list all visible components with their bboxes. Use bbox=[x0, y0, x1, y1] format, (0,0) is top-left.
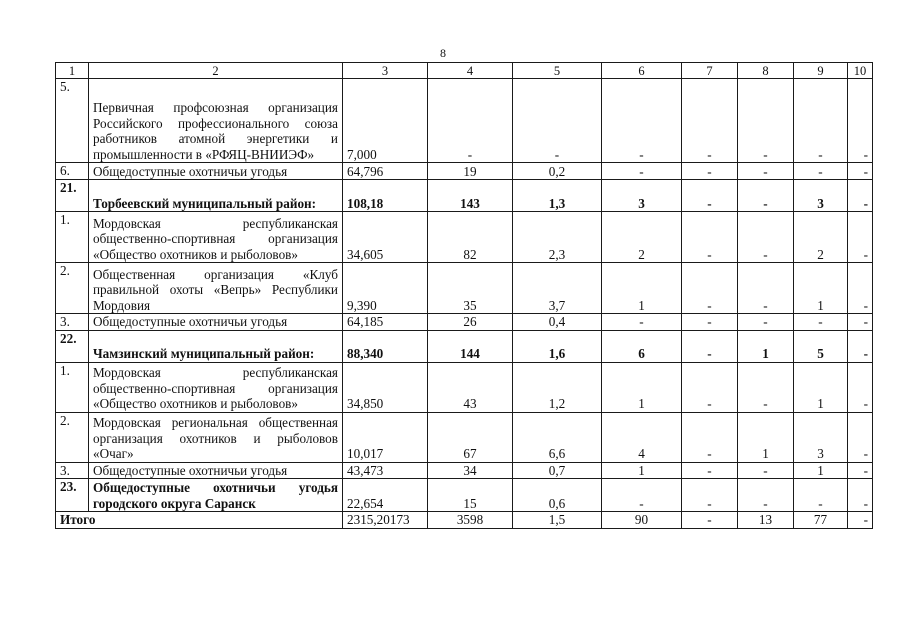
value-cell: - bbox=[428, 79, 513, 163]
value-cell: - bbox=[738, 180, 794, 212]
value-cell: - bbox=[794, 163, 848, 180]
value-cell: - bbox=[794, 314, 848, 331]
value-cell: - bbox=[738, 163, 794, 180]
value-cell: - bbox=[848, 263, 873, 314]
value-cell: 1,6 bbox=[513, 330, 602, 362]
value-cell: - bbox=[794, 79, 848, 163]
value-cell: 1 bbox=[794, 462, 848, 479]
value-cell: 1 bbox=[738, 412, 794, 462]
organization-name: Мордовская республиканская общественно-спортивная организация «Общество охотников и рыболовов» bbox=[89, 212, 343, 263]
row-number: 23. bbox=[56, 479, 89, 512]
row-number: 22. bbox=[56, 330, 89, 362]
total-value-cell: 1,5 bbox=[513, 512, 602, 529]
organization-name: Мордовская региональная общественная организация охотников и рыболовов «Очаг» bbox=[89, 412, 343, 462]
value-cell: 15 bbox=[428, 479, 513, 512]
organization-name: Общедоступные охотничьи угодья городского округа Саранск bbox=[89, 479, 343, 512]
value-cell: 34,850 bbox=[343, 362, 428, 412]
value-cell: - bbox=[738, 212, 794, 263]
value-cell: 1 bbox=[602, 263, 682, 314]
value-cell: - bbox=[848, 314, 873, 331]
total-row bbox=[56, 512, 873, 529]
value-cell: 1 bbox=[602, 462, 682, 479]
value-cell: - bbox=[848, 330, 873, 362]
total-value-cell: - bbox=[682, 512, 738, 529]
value-cell: 4 bbox=[602, 412, 682, 462]
header-cell: 3 bbox=[343, 63, 428, 79]
value-cell: 1,3 bbox=[513, 180, 602, 212]
header-cell: 4 bbox=[428, 63, 513, 79]
value-cell: - bbox=[848, 362, 873, 412]
value-cell: - bbox=[682, 362, 738, 412]
value-cell: 6,6 bbox=[513, 412, 602, 462]
value-cell: - bbox=[848, 462, 873, 479]
value-cell: 7,000 bbox=[343, 79, 428, 163]
value-cell: 34,605 bbox=[343, 212, 428, 263]
value-cell: - bbox=[848, 212, 873, 263]
value-cell: 0,6 bbox=[513, 479, 602, 512]
table-row bbox=[56, 314, 873, 331]
value-cell: 67 bbox=[428, 412, 513, 462]
value-cell: 64,796 bbox=[343, 163, 428, 180]
value-cell: 2 bbox=[794, 212, 848, 263]
header-cell: 8 bbox=[738, 63, 794, 79]
value-cell: 0,4 bbox=[513, 314, 602, 331]
organization-name: Мордовская республиканская общественно-спортивная организация «Общество охотников и рыболовов» bbox=[89, 362, 343, 412]
value-cell: 3 bbox=[602, 180, 682, 212]
row-number: 5. bbox=[56, 79, 89, 163]
value-cell: 88,340 bbox=[343, 330, 428, 362]
value-cell: - bbox=[848, 479, 873, 512]
header-cell: 9 bbox=[794, 63, 848, 79]
value-cell: - bbox=[682, 479, 738, 512]
value-cell: 144 bbox=[428, 330, 513, 362]
value-cell: 0,2 bbox=[513, 163, 602, 180]
value-cell: 1 bbox=[794, 263, 848, 314]
header-cell: 10 bbox=[848, 63, 873, 79]
value-cell: 5 bbox=[794, 330, 848, 362]
value-cell: - bbox=[738, 462, 794, 479]
section-row bbox=[56, 180, 873, 212]
value-cell: - bbox=[682, 412, 738, 462]
row-number: 2. bbox=[56, 263, 89, 314]
table-header-row bbox=[56, 63, 873, 79]
header-cell: 6 bbox=[602, 63, 682, 79]
value-cell: - bbox=[682, 212, 738, 263]
value-cell: - bbox=[738, 314, 794, 331]
value-cell: - bbox=[682, 330, 738, 362]
value-cell: 6 bbox=[602, 330, 682, 362]
section-row bbox=[56, 330, 873, 362]
organization-name: Общедоступные охотничьи угодья bbox=[89, 163, 343, 180]
value-cell: - bbox=[848, 79, 873, 163]
value-cell: 1 bbox=[738, 330, 794, 362]
row-number: 3. bbox=[56, 462, 89, 479]
header-cell: 1 bbox=[56, 63, 89, 79]
table-row bbox=[56, 79, 873, 163]
table-row bbox=[56, 263, 873, 314]
row-number: 1. bbox=[56, 212, 89, 263]
value-cell: 1 bbox=[794, 362, 848, 412]
value-cell: 1 bbox=[602, 362, 682, 412]
value-cell: 19 bbox=[428, 163, 513, 180]
value-cell: 3 bbox=[794, 180, 848, 212]
value-cell: 0,7 bbox=[513, 462, 602, 479]
row-number: 21. bbox=[56, 180, 89, 212]
organization-name: Чамзинский муниципальный район: bbox=[89, 330, 343, 362]
value-cell: - bbox=[848, 412, 873, 462]
value-cell: - bbox=[738, 263, 794, 314]
value-cell: - bbox=[794, 479, 848, 512]
row-number: 2. bbox=[56, 412, 89, 462]
total-value-cell: 77 bbox=[794, 512, 848, 529]
total-value-cell: 90 bbox=[602, 512, 682, 529]
table-row bbox=[56, 412, 873, 462]
row-number: 1. bbox=[56, 362, 89, 412]
value-cell: - bbox=[738, 362, 794, 412]
organization-name: Общедоступные охотничьи угодья bbox=[89, 314, 343, 331]
value-cell: 143 bbox=[428, 180, 513, 212]
value-cell: 82 bbox=[428, 212, 513, 263]
row-number: 6. bbox=[56, 163, 89, 180]
hunting-grounds-table bbox=[55, 62, 873, 529]
table-row bbox=[56, 212, 873, 263]
value-cell: - bbox=[848, 163, 873, 180]
page-number: 8 bbox=[440, 46, 446, 60]
organization-name: Торбеевский муниципальный район: bbox=[89, 180, 343, 212]
value-cell: 108,18 bbox=[343, 180, 428, 212]
value-cell: 10,017 bbox=[343, 412, 428, 462]
table-row bbox=[56, 462, 873, 479]
value-cell: 64,185 bbox=[343, 314, 428, 331]
total-value-cell: 13 bbox=[738, 512, 794, 529]
value-cell: - bbox=[738, 79, 794, 163]
value-cell: 3,7 bbox=[513, 263, 602, 314]
total-value-cell: 2315,20173 bbox=[343, 512, 428, 529]
total-label: Итого bbox=[56, 512, 343, 529]
value-cell: - bbox=[682, 163, 738, 180]
value-cell: - bbox=[602, 314, 682, 331]
value-cell: - bbox=[513, 79, 602, 163]
value-cell: - bbox=[602, 163, 682, 180]
organization-name: Общедоступные охотничьи угодья bbox=[89, 462, 343, 479]
value-cell: - bbox=[682, 314, 738, 331]
value-cell: - bbox=[602, 79, 682, 163]
value-cell: - bbox=[602, 479, 682, 512]
value-cell: 34 bbox=[428, 462, 513, 479]
table-row bbox=[56, 163, 873, 180]
value-cell: - bbox=[738, 479, 794, 512]
total-value-cell: 3598 bbox=[428, 512, 513, 529]
value-cell: 9,390 bbox=[343, 263, 428, 314]
value-cell: - bbox=[682, 180, 738, 212]
value-cell: - bbox=[682, 263, 738, 314]
value-cell: 2 bbox=[602, 212, 682, 263]
value-cell: 22,654 bbox=[343, 479, 428, 512]
section-row bbox=[56, 479, 873, 512]
value-cell: 35 bbox=[428, 263, 513, 314]
value-cell: - bbox=[848, 180, 873, 212]
value-cell: - bbox=[682, 79, 738, 163]
value-cell: 43,473 bbox=[343, 462, 428, 479]
header-cell: 2 bbox=[89, 63, 343, 79]
table-row bbox=[56, 362, 873, 412]
value-cell: - bbox=[682, 462, 738, 479]
value-cell: 3 bbox=[794, 412, 848, 462]
organization-name: Общественная организация «Клуб правильной охоты «Вепрь» Республики Мордовия bbox=[89, 263, 343, 314]
value-cell: 26 bbox=[428, 314, 513, 331]
total-value-cell: - bbox=[848, 512, 873, 529]
organization-name: Первичная профсоюзная организация Российского профессионального союза работников атомной энергетики и промышленности в «РФЯЦ-ВНИИЭФ» bbox=[89, 79, 343, 163]
value-cell: 1,2 bbox=[513, 362, 602, 412]
value-cell: 43 bbox=[428, 362, 513, 412]
header-cell: 5 bbox=[513, 63, 602, 79]
header-cell: 7 bbox=[682, 63, 738, 79]
row-number: 3. bbox=[56, 314, 89, 331]
value-cell: 2,3 bbox=[513, 212, 602, 263]
